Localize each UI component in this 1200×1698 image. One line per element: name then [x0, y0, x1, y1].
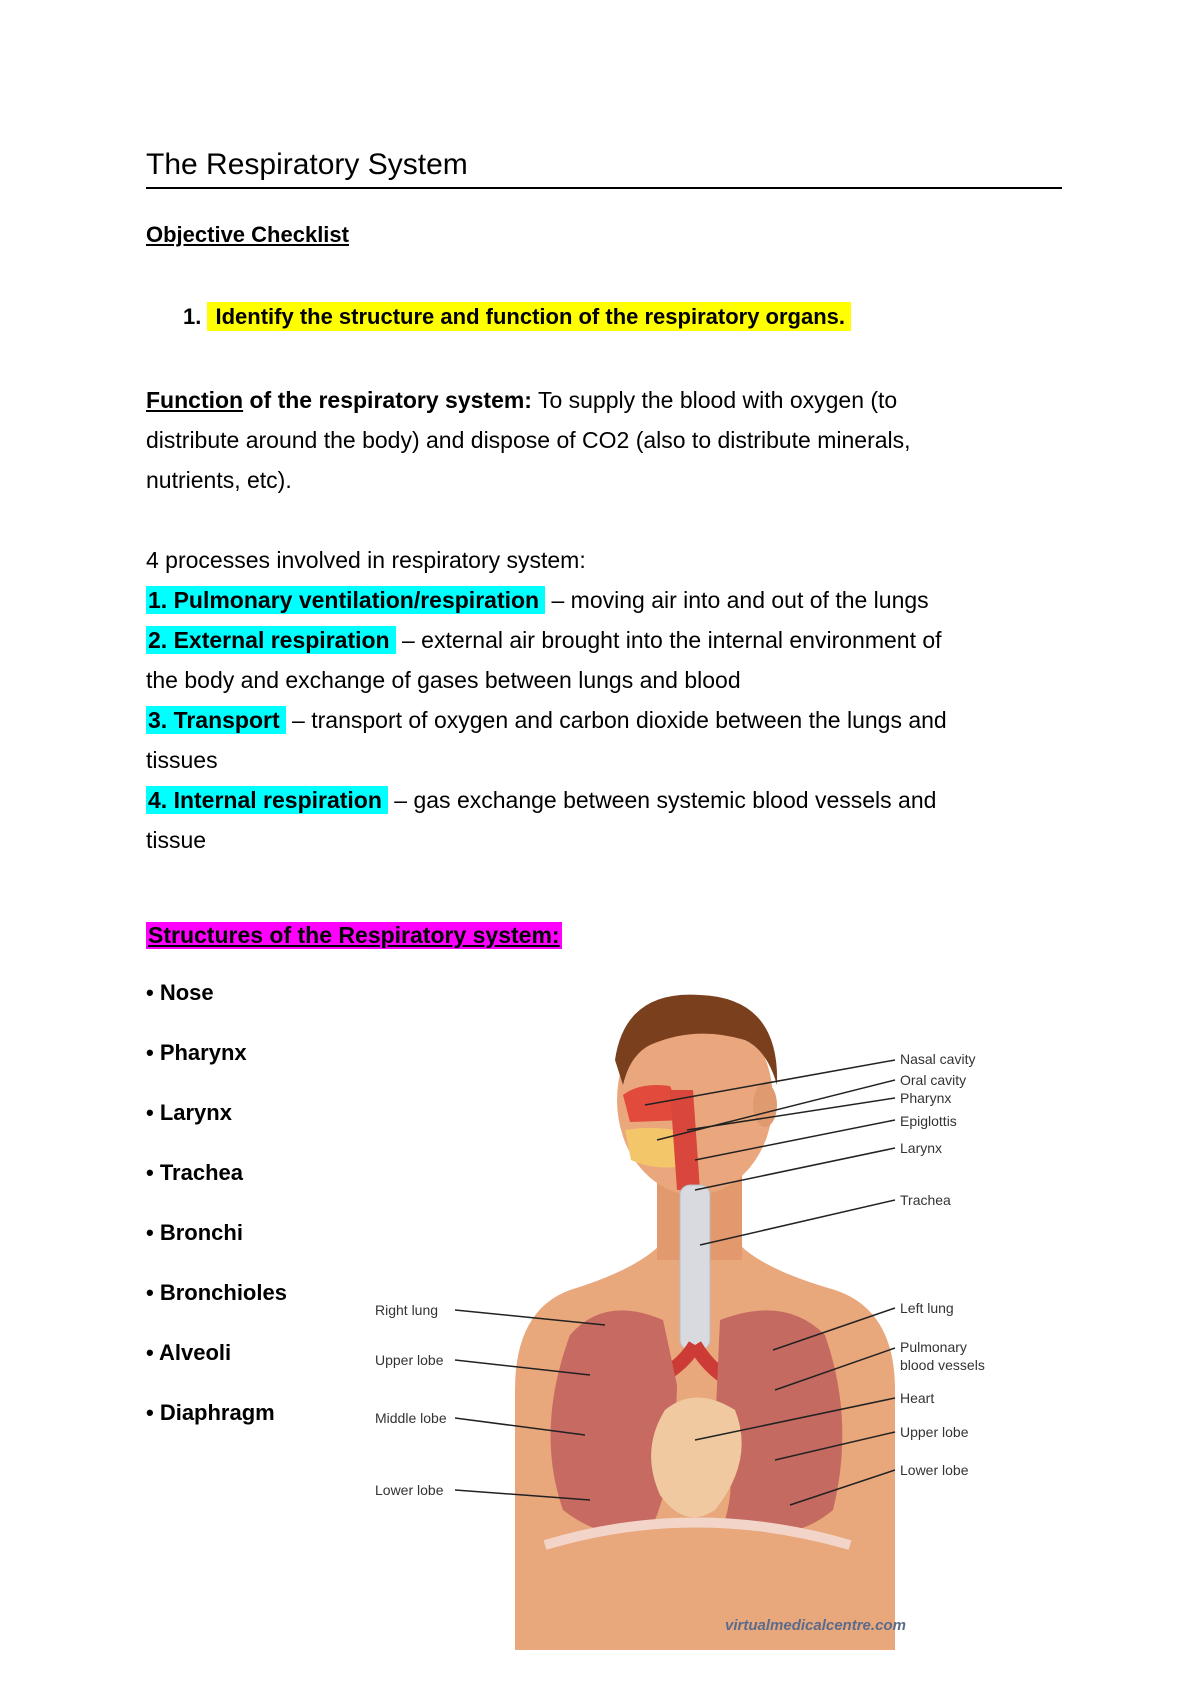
list-item: • Nose: [146, 980, 214, 1005]
respiratory-diagram: [375, 990, 1095, 1650]
process-desc-cont: tissues: [146, 747, 218, 773]
function-text-1: To supply the blood with oxygen (to: [531, 387, 898, 413]
label-epiglottis: Epiglottis: [900, 1113, 957, 1129]
page-title: The Respiratory System: [146, 148, 1062, 189]
label-oral-cavity: Oral cavity: [900, 1072, 967, 1088]
process-desc: – transport of oxygen and carbon dioxide between the lungs and: [285, 707, 947, 733]
label-nasal-cavity: Nasal cavity: [900, 1051, 976, 1067]
process-desc-cont: tissue: [146, 827, 207, 853]
list-item: • Pharynx: [146, 1040, 247, 1065]
label-lower-lobe-left: Lower lobe: [375, 1482, 444, 1498]
process-label: 2. External respiration: [146, 626, 396, 654]
right-lung-illustration: [551, 1310, 677, 1532]
label-pulmonary: Pulmonary: [900, 1339, 967, 1355]
function-text-2: distribute around the body) and dispose of CO2 (also to distribute minerals,: [146, 427, 911, 453]
objective-text: Identify the structure and function of the respiratory organs.: [207, 302, 851, 331]
process-desc: – external air brought into the internal environment of: [395, 627, 942, 653]
structures-list: [146, 978, 287, 1458]
list-item: • Bronchi: [146, 1220, 243, 1245]
list-item: • Trachea: [146, 1160, 243, 1185]
trachea-illustration: [680, 1185, 710, 1350]
list-item: • Diaphragm: [146, 1400, 275, 1425]
label-right-lung: Right lung: [375, 1302, 439, 1318]
process-desc: – moving air into and out of the lungs: [545, 587, 929, 613]
process-desc: – gas exchange between systemic blood vessels and: [387, 787, 937, 813]
label-upper-lobe-left: Upper lobe: [375, 1352, 444, 1368]
list-item: • Larynx: [146, 1100, 232, 1125]
process-label: 3. Transport: [146, 706, 286, 734]
label-larynx: Larynx: [900, 1140, 943, 1156]
label-blood-vessels: blood vessels: [900, 1357, 985, 1373]
process-item: [146, 580, 1066, 620]
processes-section: [146, 540, 1066, 860]
label-middle-lobe: Middle lobe: [375, 1410, 447, 1426]
structures-heading: Structures of the Respiratory system:: [148, 922, 560, 948]
function-label: Function: [146, 387, 244, 413]
function-label-suffix: of the respiratory system:: [243, 387, 532, 413]
label-trachea: Trachea: [900, 1192, 951, 1208]
label-heart: Heart: [900, 1390, 935, 1406]
watermark: virtualmedicalcentre.com: [725, 1617, 906, 1634]
process-label: 4. Internal respiration: [146, 786, 388, 814]
process-item: [146, 620, 1066, 660]
process-label: 1. Pulmonary ventilation/respiration: [146, 586, 545, 614]
ear-illustration: [753, 1083, 777, 1127]
process-item: [146, 700, 1066, 740]
process-desc-cont: the body and exchange of gases between lungs and blood: [146, 667, 741, 693]
list-item: • Bronchioles: [146, 1280, 287, 1305]
list-item: • Alveoli: [146, 1340, 232, 1365]
function-text-3: nutrients, etc).: [146, 467, 292, 493]
objective-heading: Objective Checklist: [146, 222, 349, 247]
label-upper-lobe-right: Upper lobe: [900, 1424, 969, 1440]
objective-item: [183, 304, 851, 330]
label-left-lung: Left lung: [900, 1300, 954, 1316]
process-item: [146, 780, 1066, 820]
objective-number: 1.: [183, 304, 202, 329]
label-lower-lobe-right: Lower lobe: [900, 1462, 969, 1478]
function-paragraph: [146, 380, 1066, 500]
label-pharynx: Pharynx: [900, 1090, 952, 1106]
processes-intro: 4 processes involved in respiratory system:: [146, 547, 586, 573]
